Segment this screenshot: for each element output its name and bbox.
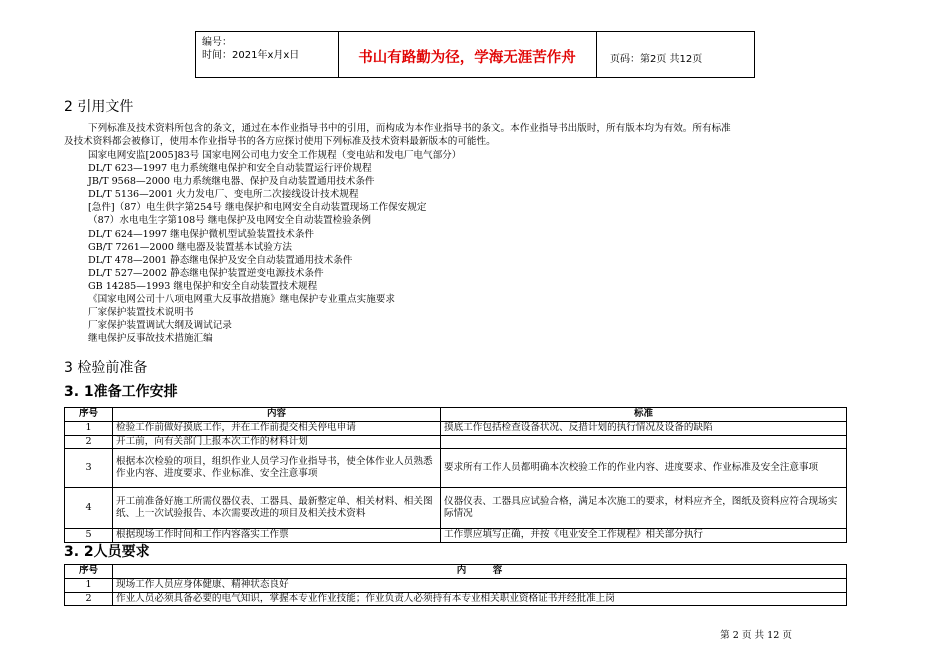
- table-row: [65, 579, 847, 593]
- table-header-row: [65, 565, 847, 579]
- reference-item: [急件]（87）电生供字第254号 继电保护和电网安全自动装置现场工作保安规定: [88, 202, 427, 214]
- row-content: 开工前，向有关部门上报本次工作的材料计划: [113, 435, 441, 449]
- reference-item: GB/T 7261—2000 继电器及装置基本试验方法: [88, 241, 292, 253]
- column-header: 序号: [65, 565, 113, 579]
- reference-item: DL/T 624—1997 继电保护微机型试验装置技术条件: [88, 228, 315, 240]
- row-standard: 仪器仪表、工器具应试验合格，满足本次施工的要求，材料应齐全，图纸及资料应符合现场实际情况: [441, 488, 847, 529]
- row-number: 3: [65, 449, 113, 488]
- section-3-title: 3 检验前准备: [64, 360, 148, 376]
- row-number: 1: [65, 579, 113, 593]
- page-footer: 第 2 页 共 12 页: [720, 630, 792, 641]
- row-number: 4: [65, 488, 113, 529]
- table-row: [65, 592, 847, 606]
- row-standard: 工作票应填写正确，并按《电业安全工作规程》相关部分执行: [441, 529, 847, 543]
- table-row: [65, 488, 847, 529]
- header-page-info: 页码：第2页 共12页: [610, 54, 703, 65]
- column-header: 内 容: [113, 565, 847, 579]
- document-number-label: 编号：: [202, 37, 232, 48]
- row-content: 根据现场工作时间和工作内容落实工作票: [113, 529, 441, 543]
- intro-line-2: 及技术资料都会被修订，使用本作业指导书的各方应探讨使用下列标准及技术资料最新版本的可能性。: [64, 136, 496, 147]
- section-2-title: 2 引用文件: [64, 99, 134, 115]
- document-time-label: 时间：2021年x月x日: [202, 50, 300, 61]
- reference-item: DL/T 527—2002 静态继电保护装置逆变电源技术条件: [88, 267, 324, 279]
- section-3-1-title: 3. 1准备工作安排: [64, 384, 178, 400]
- preparation-table: [64, 407, 847, 543]
- section-3-2-title: 3. 2人员要求: [64, 544, 150, 560]
- row-standard: [441, 435, 847, 449]
- column-header: 内容: [113, 408, 441, 422]
- reference-item: DL/T 5136—2001 火力发电厂、变电所二次接线设计技术规程: [88, 189, 359, 201]
- row-number: 2: [65, 592, 113, 606]
- personnel-table: [64, 564, 847, 606]
- row-content: 检验工作前做好摸底工作，并在工作前提交相关停电申请: [113, 422, 441, 436]
- reference-item: GB 14285—1993 继电保护和安全自动装置技术规程: [88, 280, 318, 292]
- row-number: 1: [65, 422, 113, 436]
- header-motto: 书山有路勤为径，学海无涯苦作舟: [358, 50, 576, 66]
- reference-item: 继电保护反事故技术措施汇编: [88, 333, 213, 345]
- reference-item: 《国家电网公司十八项电网重大反事故措施》继电保护专业重点实施要求: [88, 294, 395, 306]
- table-header-row: [65, 408, 847, 422]
- reference-list: [88, 149, 461, 345]
- reference-item: JB/T 9568—2000 电力系统继电器、保护及自动装置通用技术条件: [88, 176, 375, 188]
- row-number: 2: [65, 435, 113, 449]
- row-content: 根据本次检验的项目，组织作业人员学习作业指导书，使全体作业人员熟悉作业内容、进度要求、作业标准、安全注意事项: [113, 449, 441, 488]
- intro-line-1: 下列标准及技术资料所包含的条文，通过在本作业指导书中的引用，而构成为本作业指导书的条文。本作业指导书出版时，所有版本均为有效。所有标准: [88, 123, 731, 134]
- column-header: 标准: [441, 408, 847, 422]
- reference-item: 厂家保护装置技术说明书: [88, 307, 194, 319]
- row-content: 作业人员必须具备必要的电气知识，掌握本专业作业技能；作业负责人必须持有本专业相关职业资格证书并经批准上岗: [113, 592, 847, 606]
- reference-item: 厂家保护装置调试大纲及调试记录: [88, 320, 232, 332]
- page-header: [195, 31, 755, 78]
- row-standard: 摸底工作包括检查设备状况、反措计划的执行情况及设备的缺陷: [441, 422, 847, 436]
- reference-item: DL/T 478—2001 静态继电保护及安全自动装置通用技术条件: [88, 254, 353, 266]
- row-standard: 要求所有工作人员都明确本次校验工作的作业内容、进度要求、作业标准及安全注意事项: [441, 449, 847, 488]
- column-header: 序号: [65, 408, 113, 422]
- row-number: 5: [65, 529, 113, 543]
- header-page-cell: [596, 32, 754, 77]
- row-content: 现场工作人员应身体健康、精神状态良好: [113, 579, 847, 593]
- reference-item: （87）水电电生字第108号 继电保护及电网安全自动装置检验条例: [88, 215, 372, 227]
- header-motto-cell: [338, 32, 597, 77]
- reference-item: 国家电网安监[2005]83号 国家电网公司电力安全工作规程（变电站和发电厂电气部分）: [88, 150, 462, 161]
- table-row: [65, 449, 847, 488]
- table-row: [65, 529, 847, 543]
- reference-item: DL/T 623—1997 电力系统继电保护和安全自动装置运行评价规程: [88, 163, 372, 175]
- table-row: [65, 435, 847, 449]
- header-meta-cell: [196, 32, 339, 77]
- table-row: [65, 422, 847, 436]
- row-content: 开工前准备好施工所需仪器仪表、工器具、最新整定单、相关材料、相关图纸、上一次试验报告、本次需要改进的项目及相关技术资料: [113, 488, 441, 529]
